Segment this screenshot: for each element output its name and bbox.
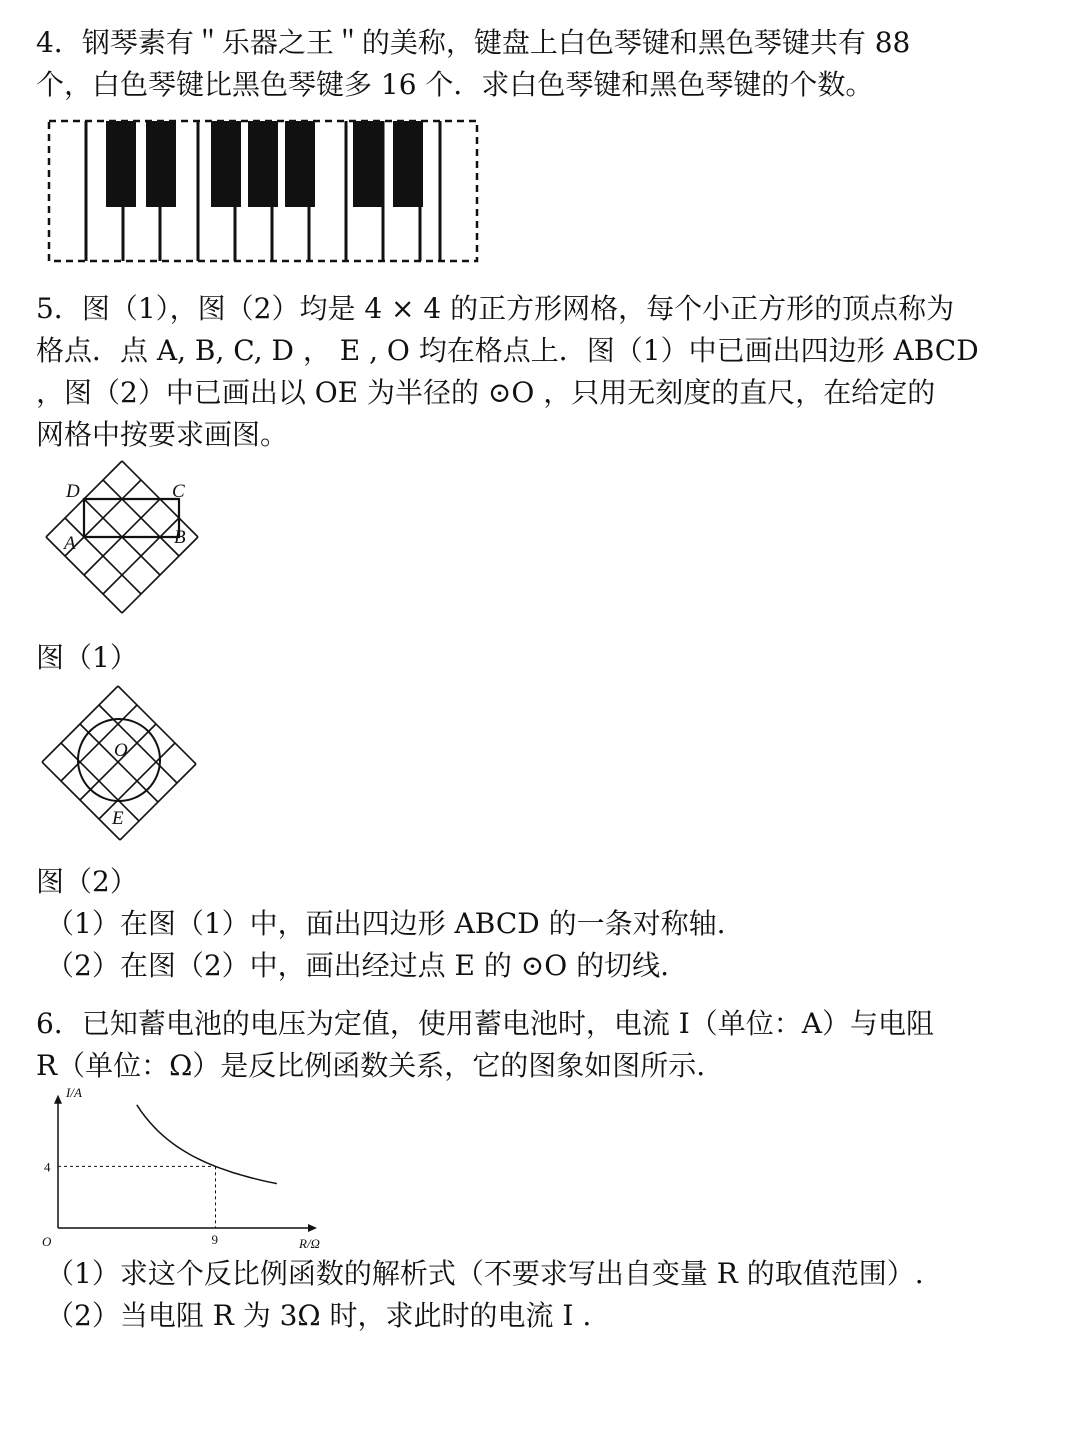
y-tick-label: 4: [44, 1159, 51, 1175]
point-label-A: A: [64, 533, 76, 554]
y-axis-label: I/A: [66, 1084, 82, 1100]
q5-line-3: ，图（2）中已画出以 OE 为半径的 ⊙O ，只用无刻度的直尺，在给定的: [36, 376, 936, 409]
inverse-proportion-chart: [36, 1084, 326, 1251]
point-label-B: B: [174, 527, 186, 548]
q5-part-1: （1）在图（1）中，面出四边形 ABCD 的一条对称轴.: [46, 907, 726, 940]
q6-line-1: 6．已知蓄电池的电压为定值，使用蓄电池时，电流 I（单位：A）与电阻: [36, 1007, 934, 1040]
q5-line-1: 5．图（1），图（2）均是 4 × 4 的正方形网格，每个小正方形的顶点称为: [36, 292, 955, 325]
y-axis-arrow: [54, 1095, 62, 1104]
piano-keyboard: [48, 120, 478, 262]
q5-line-4: 网格中按要求画图。: [36, 418, 289, 451]
x-axis-label: R/Ω: [299, 1236, 320, 1251]
chart-axes: [54, 1095, 317, 1232]
q4-line-2: 个，白色琴键比黑色琴键多 16 个．求白色琴键和黑色琴键的个数。: [36, 68, 874, 101]
point-label-D: D: [66, 481, 80, 502]
q4-line-1: 4．钢琴素有＂乐器之王＂的美称，键盘上白色琴键和黑色琴键共有 88: [36, 26, 911, 59]
q5-part-2: （2）在图（2）中，画出经过点 E 的 ⊙O 的切线.: [46, 949, 669, 982]
q5-line-2: 格点．点 A, B, C, D ， E , O 均在格点上．图（1）中已画出四边形 ABCD: [36, 334, 979, 367]
q6-line-2: R（单位：Ω）是反比例函数关系，它的图象如图所示.: [36, 1049, 706, 1082]
origin-label: O: [42, 1234, 52, 1249]
point-label-C: C: [172, 481, 185, 502]
point-label-O: O: [114, 740, 128, 761]
point-label-E: E: [112, 808, 124, 829]
q6-part-2: （2）当电阻 R 为 3Ω 时，求此时的电流 I .: [46, 1299, 592, 1332]
figure-2-grid: [36, 680, 216, 845]
figure-1-grid: [40, 455, 220, 625]
figure-2-caption: 图（2）: [36, 865, 138, 898]
q6-part-1: （1）求这个反比例函数的解析式（不要求写出自变量 R 的取值范围）.: [46, 1257, 924, 1290]
inverse-proportion-curve: [137, 1105, 277, 1184]
x-axis-arrow: [308, 1224, 317, 1232]
x-tick-label: 9: [211, 1232, 218, 1247]
figure-1-caption: 图（1）: [36, 641, 138, 674]
